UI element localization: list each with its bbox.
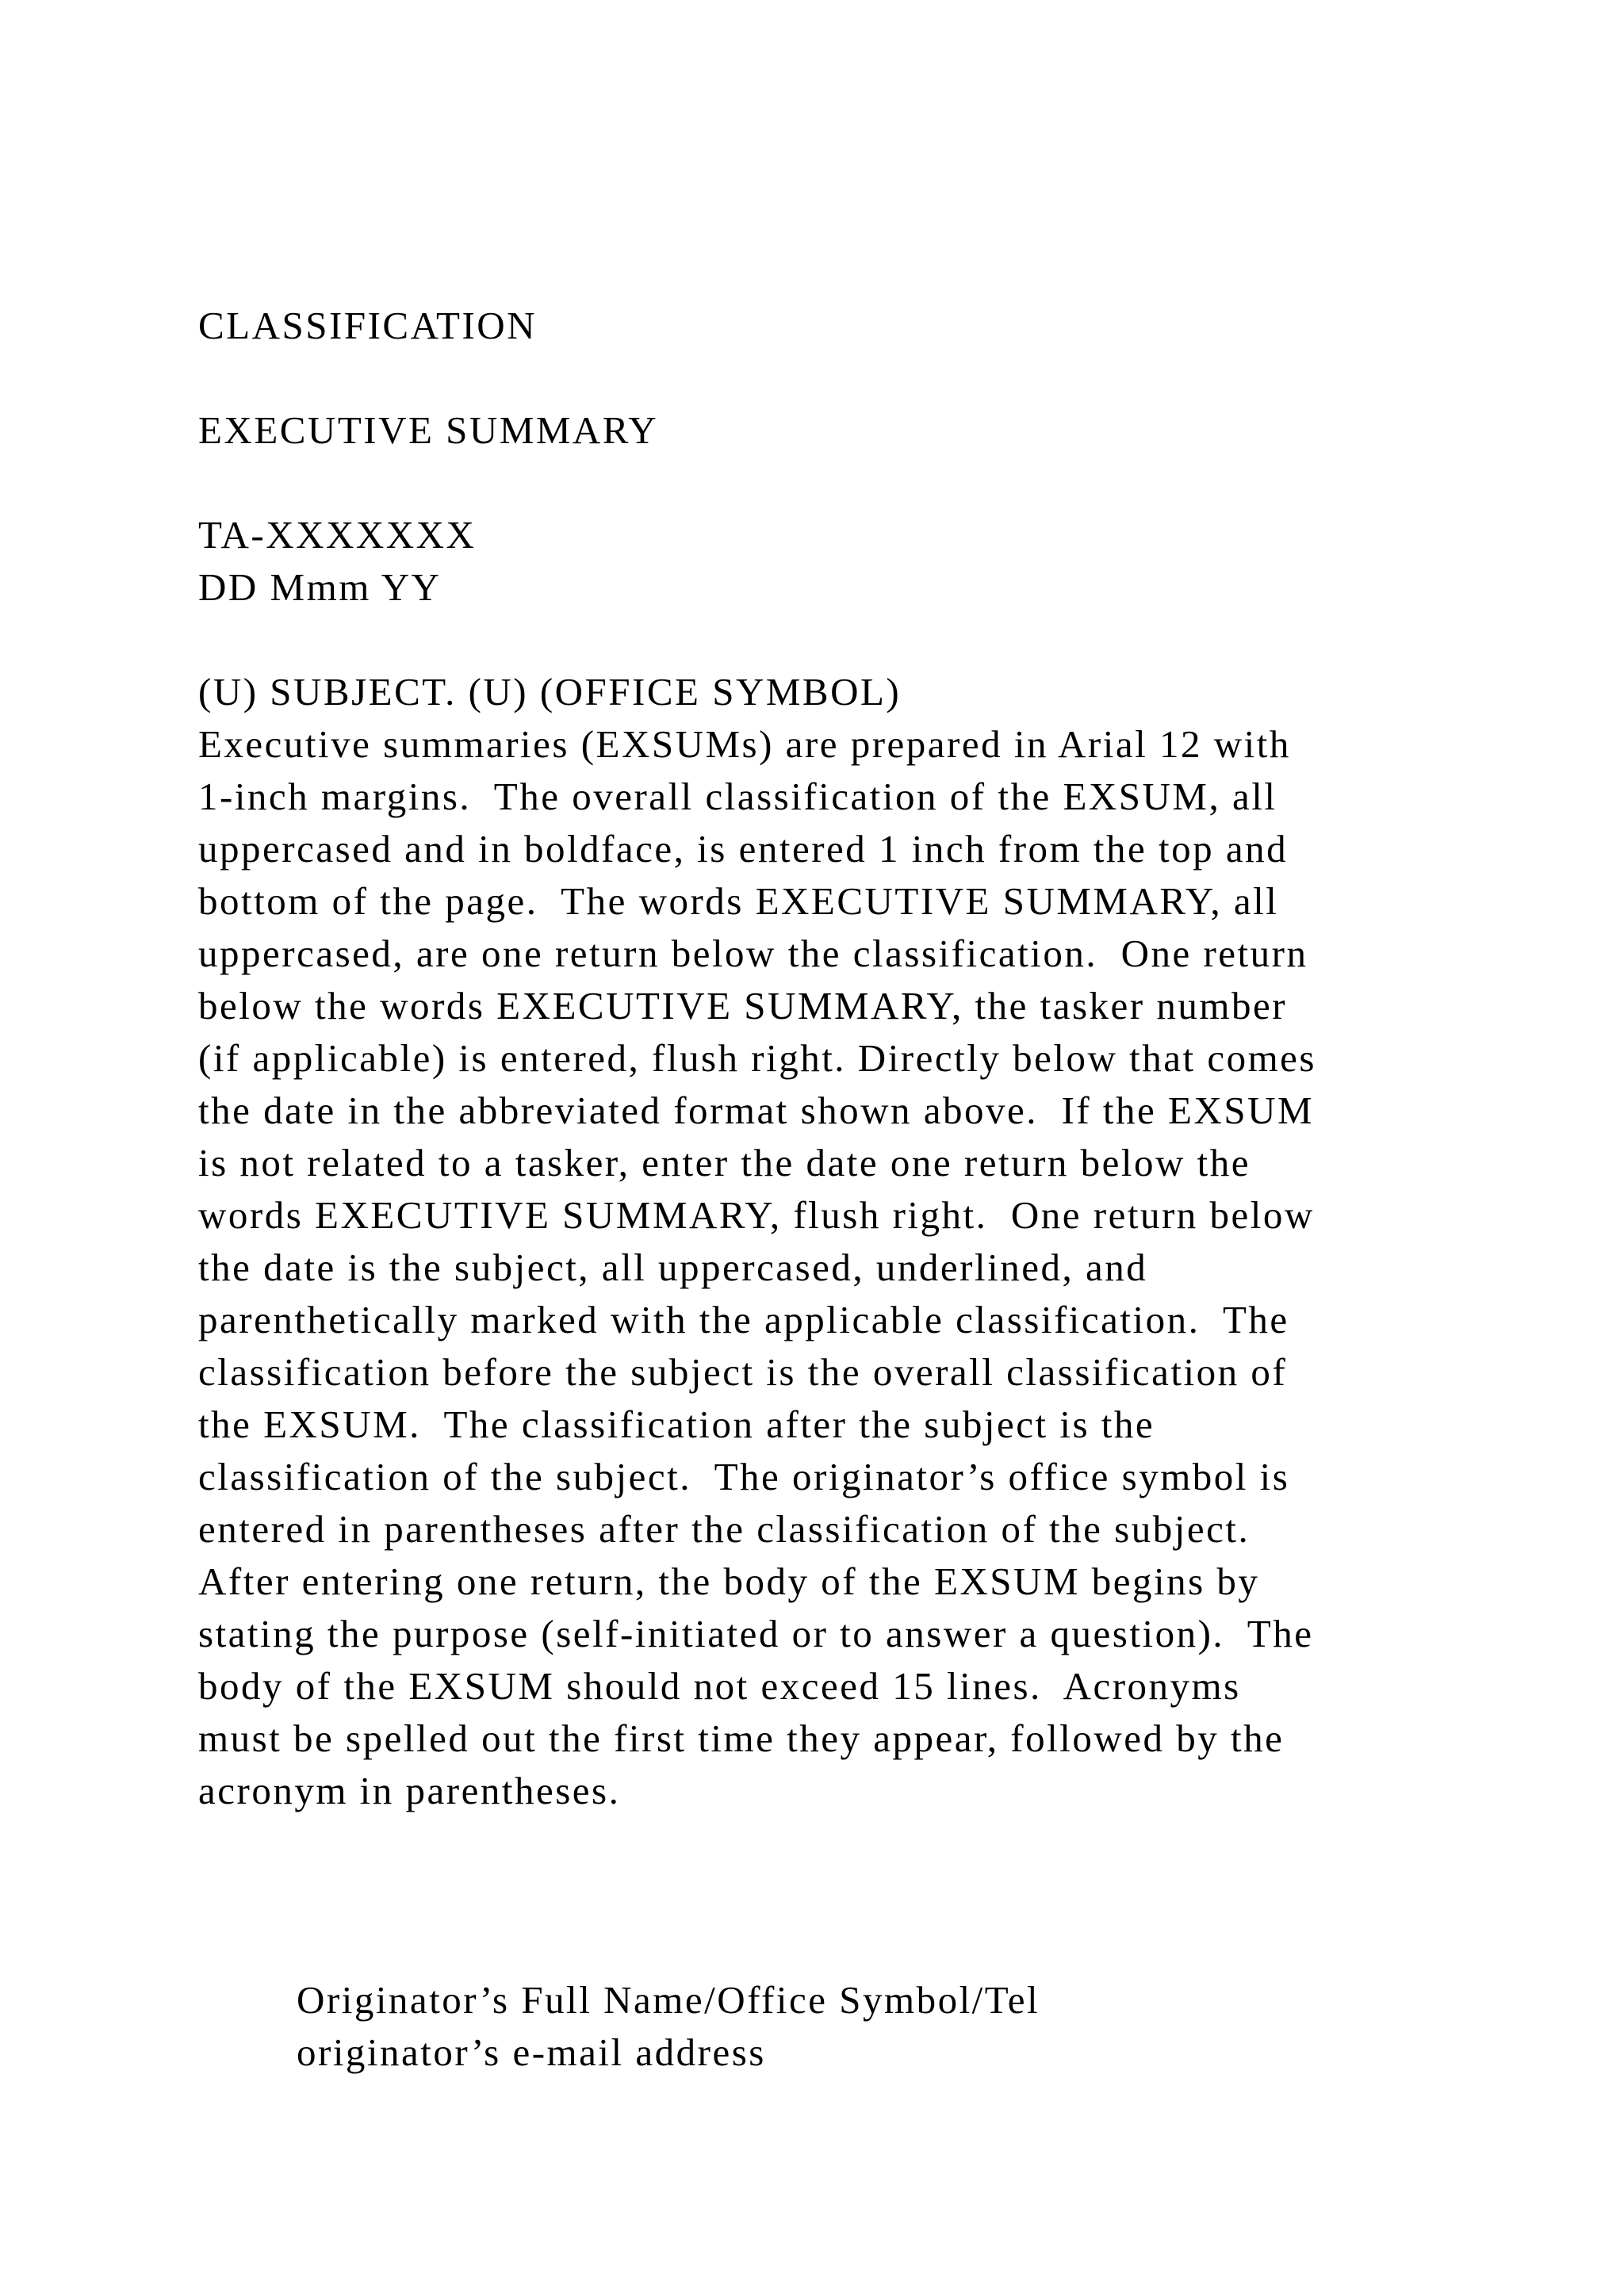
body-line: acronym in parentheses. xyxy=(198,1769,621,1812)
originator-email-line: originator’s e-mail address xyxy=(297,2030,766,2074)
body-line: After entering one return, the body of the EXSUM begins by xyxy=(198,1559,1260,1603)
body-line: entered in parentheses after the classification of the subject. xyxy=(198,1507,1251,1551)
body-line: uppercased, are one return below the classification. One return xyxy=(198,932,1308,975)
body-line: parenthetically marked with the applicable classification. The xyxy=(198,1298,1289,1341)
body-line: classification of the subject. The originator’s office symbol is xyxy=(198,1455,1290,1498)
body-line: the date in the abbreviated format shown above. If the EXSUM xyxy=(198,1089,1315,1132)
document-title: EXECUTIVE SUMMARY xyxy=(198,408,659,452)
subject-line: (U) SUBJECT. (U) (OFFICE SYMBOL) xyxy=(198,670,902,714)
body-line: words EXECUTIVE SUMMARY, flush right. One return below xyxy=(198,1193,1315,1237)
body-line: below the words EXECUTIVE SUMMARY, the tasker number xyxy=(198,984,1288,1027)
body-line: classification before the subject is the overall classification of xyxy=(198,1350,1288,1394)
body-line: uppercased and in boldface, is entered 1 inch from the top and xyxy=(198,827,1289,871)
originator-name-line: Originator’s Full Name/Office Symbol/Tel xyxy=(297,1978,1040,2022)
classification-marking: CLASSIFICATION xyxy=(198,304,538,347)
body-line: the date is the subject, all uppercased, underlined, and xyxy=(198,1246,1148,1289)
body-line: is not related to a tasker, enter the date one return below the xyxy=(198,1141,1251,1184)
body-line: Executive summaries (EXSUMs) are prepared in Arial 12 with xyxy=(198,722,1291,766)
body-line: body of the EXSUM should not exceed 15 lines. Acronyms xyxy=(198,1664,1241,1708)
body-line: must be spelled out the first time they appear, followed by the xyxy=(198,1716,1285,1760)
summary-body xyxy=(198,718,1483,1817)
document-date: DD Mmm YY xyxy=(198,565,442,609)
body-line: 1-inch margins. The overall classification of the EXSUM, all xyxy=(198,775,1277,818)
body-line: stating the purpose (self-initiated or to answer a question). The xyxy=(198,1612,1314,1655)
tasker-number: TA-XXXXXXX xyxy=(198,513,477,557)
body-line: the EXSUM. The classification after the subject is the xyxy=(198,1402,1155,1446)
body-line: bottom of the page. The words EXECUTIVE SUMMARY, all xyxy=(198,879,1279,923)
body-line: (if applicable) is entered, flush right. Directly below that comes xyxy=(198,1036,1317,1080)
